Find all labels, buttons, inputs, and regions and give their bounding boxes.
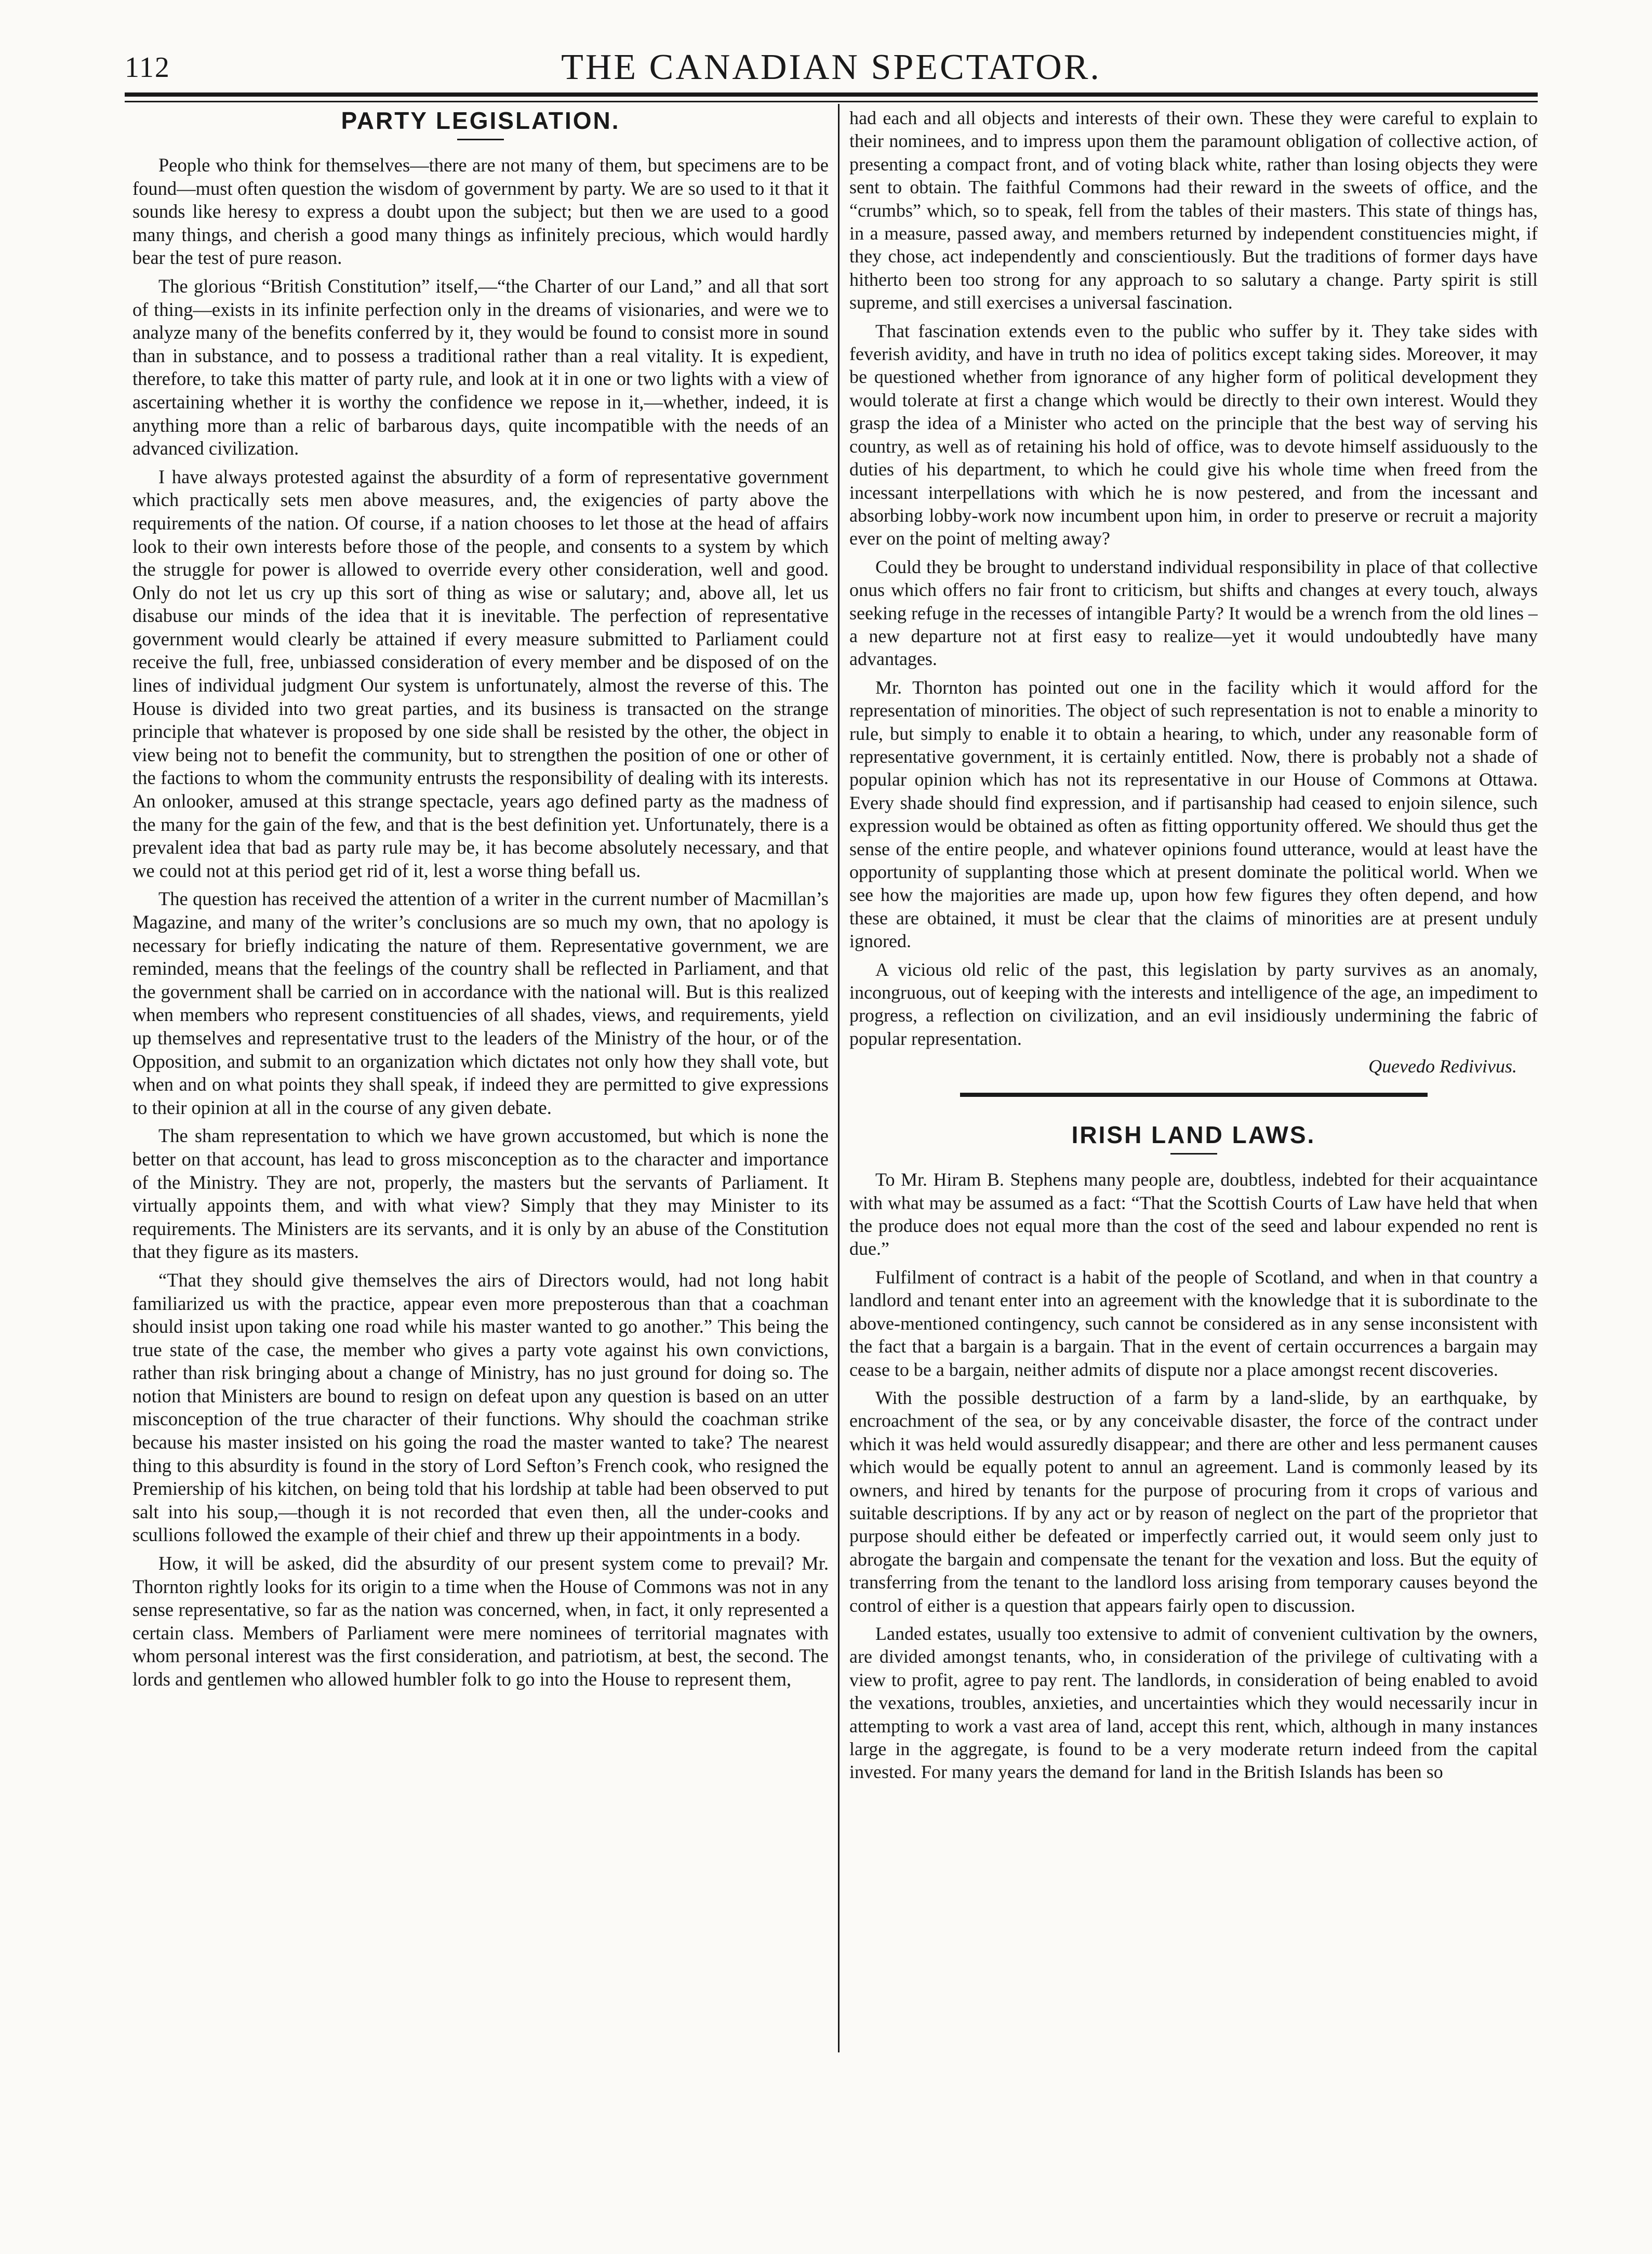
column-divider xyxy=(838,104,840,2052)
article-paragraph: That fascination extends even to the public who suffer by it. They take sides with feverish avidity, and have in truth no idea of politics except taking sides. Moreover, it may be questioned whether from ignorance of any higher form of political development they would tolerate at first a change which would be directly to their own interest. Would they grasp the idea of a Minister who acted on the principle that the best way of serving his country, as well as of retaining his hold of office, was to devote himself assiduously to the duties of his department, to which he could give his whole time when freed from the incessant interpellations with which he is now pestered, and from the incessant and absorbing lobby-work now incumbent upon him, in order to preserve or recruit a majority ever on the point of melting away? xyxy=(849,320,1538,549)
article-paragraph: The glorious “British Constitution” itself,—“the Charter of our Land,” and all that sort of thing—exists in its infinite perfection only in the dreams of visionaries, and were we to analyze many of the benefits conferred by it, they would be found to consist more in sound than in substance, and to possess a traditional rather than a real vitality. It is expedient, therefore, to take this matter of party rule, and look at it in one or two lights with a view of ascertaining whether it is worthy the confidence we repose in it,—whether, indeed, it is anything more than a relic of barbarous days, quite incompatible with the needs of an advanced civilization. xyxy=(132,275,829,459)
journal-title: THE CANADIAN SPECTATOR. xyxy=(561,47,1101,87)
headline-rule xyxy=(1170,1153,1217,1155)
masthead-rule-thin xyxy=(125,101,1538,102)
headline-rule xyxy=(457,139,504,140)
section-divider-rule xyxy=(960,1093,1428,1097)
article-paragraph: Mr. Thornton has pointed out one in the facility which it would afford for the representation of minorities. The object of such representation is not to enable a minority to rule, but simply to enable it to obtain a hearing, to which, under any reasonable form of representative government, it is certainly entitled. Now, there is probably not a shade of popular opinion which has not its representative in our House of Commons at Ottawa. Every shade should find expression, and if partisanship had ceased to enjoin silence, such expression would be obtained as often as fitting opportunity offered. We should thus get the sense of the entire people, and whatever opinions found utterance, would at least have the opportunity of supplanting those which at present dominate the political world. When we see how the majorities are made up, upon how few figures they often depend, and how these are obtained, it must be clear that the claims of minorities are at present unduly ignored. xyxy=(849,677,1538,952)
masthead xyxy=(125,47,1538,99)
article-paragraph: Could they be brought to understand individual responsibility in place of that collective onus which offers no fair front to criticism, but shifts and changes at every touch, always seeking refuge in the recesses of intangible Party? It would be a wrench from the old lines – a new departure not at first easy to realize—yet it would undoubtedly have many advantages. xyxy=(849,556,1538,670)
article-paragraph: To Mr. Hiram B. Stephens many people are, doubtless, indebted for their acquaintance with what may be assumed as a fact: “That the Scottish Courts of Law have held that when the produce does not equal more than the cost of the seed and labour expended no rent is due.” xyxy=(849,1169,1538,1259)
right-column xyxy=(849,107,1538,2060)
article-paragraph: People who think for themselves—there are not many of them, but specimens are to be found—must often question the wisdom of government by party. We are so used to it that it sounds like heresy to express a doubt upon the subject; but then we are used to a good many things, and cherish a good many things as infinitely precious, which would hardly bear the test of pure reason. xyxy=(132,154,829,269)
article-paragraph: The sham representation to which we have grown accustomed, but which is none the better on that account, has lead to gross misconception as to the character and importance of the Ministry. They are not, properly, the masters but the servants of Parliament. It virtually appoints them, and with what view? Simply that they may Minister to its requirements. The Ministers are its servants, and it is only by an abuse of the Constitution that they figure as its masters. xyxy=(132,1125,829,1263)
article-paragraph: “That they should give themselves the airs of Directors would, had not long habit familiarized us with the practice, appear even more preposterous than that a coachman should insist upon taking one road while his master wanted to go another.” This being the true state of the case, the member who gives a party vote against his own convictions, rather than risk bringing about a change of Ministry, has no just ground for doing so. The notion that Ministers are bound to resign on defeat upon any question is based on an utter misconception of the true character of their functions. Why should the coachman strike because his master insisted on his going the road the master wanted to take? The nearest thing to this absurdity is found in the story of Lord Sefton’s French cook, who resigned the Premiership of his kitchen, on being told that his lordship at table had been observed to put salt into his soup,—though it is not recorded that even then, all the under-cooks and scullions followed the example of their chief and threw up their appointments in a body. xyxy=(132,1269,829,1546)
article-headline-irish-land-laws: IRISH LAND LAWS. xyxy=(1071,1121,1316,1149)
left-column xyxy=(132,107,829,2060)
article-paragraph: I have always protested against the absurdity of a form of representative government which practically sets men above measures, and, the exigencies of party above the requirements of the nation. Of course, if a nation chooses to let those at the head of affairs look to their own interests before those of the people, and consents to a system by which the struggle for power is allowed to override every other consideration, well and good. Only do not let us cry up this sort of thing as wise or salutary; and, above all, let us disabuse our minds of the idea that it is inevitable. The perfection of representative government would clearly be attained if every measure submitted to Parliament could receive the full, free, unbiassed consideration of every member and be disposed of on the lines of individual judgment Our system is unfortunately, almost the reverse of this. The House is divided into two great parties, and its business is transacted on the strange principle that whatever is proposed by one side shall be resisted by the other, the object in view being not to benefit the community, but to strengthen the position of one or other of the factions to whom the community entrusts the responsibility of dealing with its interests. An onlooker, amused at this strange spectacle, years ago defined party as the madness of the many for the gain of the few, and that is the best definition yet. Unfortunately, there is a prevalent idea that bad as party rule may be, it has become absolutely necessary, and that we could not at this period get rid of it, lest a worse thing befall us. xyxy=(132,466,829,881)
page-number: 112 xyxy=(125,51,170,84)
article-paragraph-continued: had each and all objects and interests of their own. These they were careful to explain to their nominees, and to impress upon them the paramount obligation of collective action, of presenting a compact front, and of voting black white, rather than losing objects they were sent to obtain. The faithful Commons had their reward in the sweets of office, and the “crumbs” which, so to speak, fell from the tables of their masters. This state of things has, in a measure, passed away, and members returned by independent constituencies might, if they chose, act independently and conscientiously. But the traditions of former days have hitherto been too strong for any approach to so salutary a change. Party spirit is still supreme, and still exercises a universal fascination. xyxy=(849,108,1538,313)
masthead-rule-thick xyxy=(125,92,1538,97)
article-paragraph: A vicious old relic of the past, this legislation by party survives as an anomaly, incongruous, out of keeping with the interests and intelligence of the age, an impediment to progress, a reflection on civilization, and an evil insidiously undermining the fabric of popular representation. xyxy=(849,959,1538,1049)
article-paragraph: Fulfilment of contract is a habit of the people of Scotland, and when in that country a landlord and tenant enter into an agreement with the knowledge that it is subordinate to the above-mentioned contingency, such cannot be considered as in any sense inconsistent with the fact that a bargain is a bargain. That in the event of certain occurrences a bargain may cease to be a bargain, neither admits of dispute nor a place amongst recent discoveries. xyxy=(849,1266,1538,1380)
article-paragraph: The question has received the attention of a writer in the current number of Macmillan’s Magazine, and many of the writer’s conclusions are so much my own, that no apology is necessary for briefly indicating the nature of them. Representative government, we are reminded, means that the feelings of the country shall be reflected in Parliament, and that the government shall be carried on in accordance with the national will. But is this realized when members who represent constituencies of all shades, views, and requirements, yield up themselves and representative trust to the leaders of the Ministry of the hour, or of the Opposition, and submit to an organization which dictates not only how they shall vote, but when and on what points they shall speak, if indeed they are permitted to give expressions to their opinion at all in the course of any given debate. xyxy=(132,888,829,1118)
article-headline-party-legislation: PARTY LEGISLATION. xyxy=(341,107,620,134)
article-paragraph: How, it will be asked, did the absurdity of our present system come to prevail? Mr. Thornton rightly looks for its origin to a time when the House of Commons was not in any sense representative, so far as the nation was concerned, when, in fact, it only represented a certain class. Members of Parliament were mere nominees of territorial magnates with whom personal interest was the first consideration, and patriotism, at best, the second. The lords and gentlemen who allowed humbler folk to go into the House to represent them, xyxy=(132,1553,829,1690)
author-signature: Quevedo Redivivus. xyxy=(1368,1056,1517,1077)
article-paragraph: With the possible destruction of a farm by a land-slide, by an earthquake, by encroachment of the sea, or by any conceivable disaster, the force of the contract under which it was held would assuredly disappear; and there are other and less permanent causes which would be equally potent to annul an agreement. Land is commonly leased by its owners, and hired by tenants for the purpose of procuring from it crops of various and suitable descriptions. If by any act or by reason of neglect on the part of the proprietor that purpose should either be defeated or imperfectly carried out, it would seem only just to abrogate the bargain and compensate the tenant for the vexation and loss. But the equity of transferring from the tenant to the landlord loss arising from temporary causes beyond the control of either is a question that appears fairly open to discussion. xyxy=(849,1387,1538,1616)
article-paragraph: Landed estates, usually too extensive to admit of convenient cultivation by the owners, are divided amongst tenants, who, in consideration of the privilege of cultivating with a view to profit, agree to pay rent. The landlords, in consideration of being enabled to avoid the vexations, troubles, anxieties, and uncertainties which they would necessarily incur in attempting to work a vast area of land, accept this rent, which, although in many instances large in the aggregate, is found to be a very moderate return indeed from the capital invested. For many years the demand for land in the British Islands has been so xyxy=(849,1623,1538,1783)
